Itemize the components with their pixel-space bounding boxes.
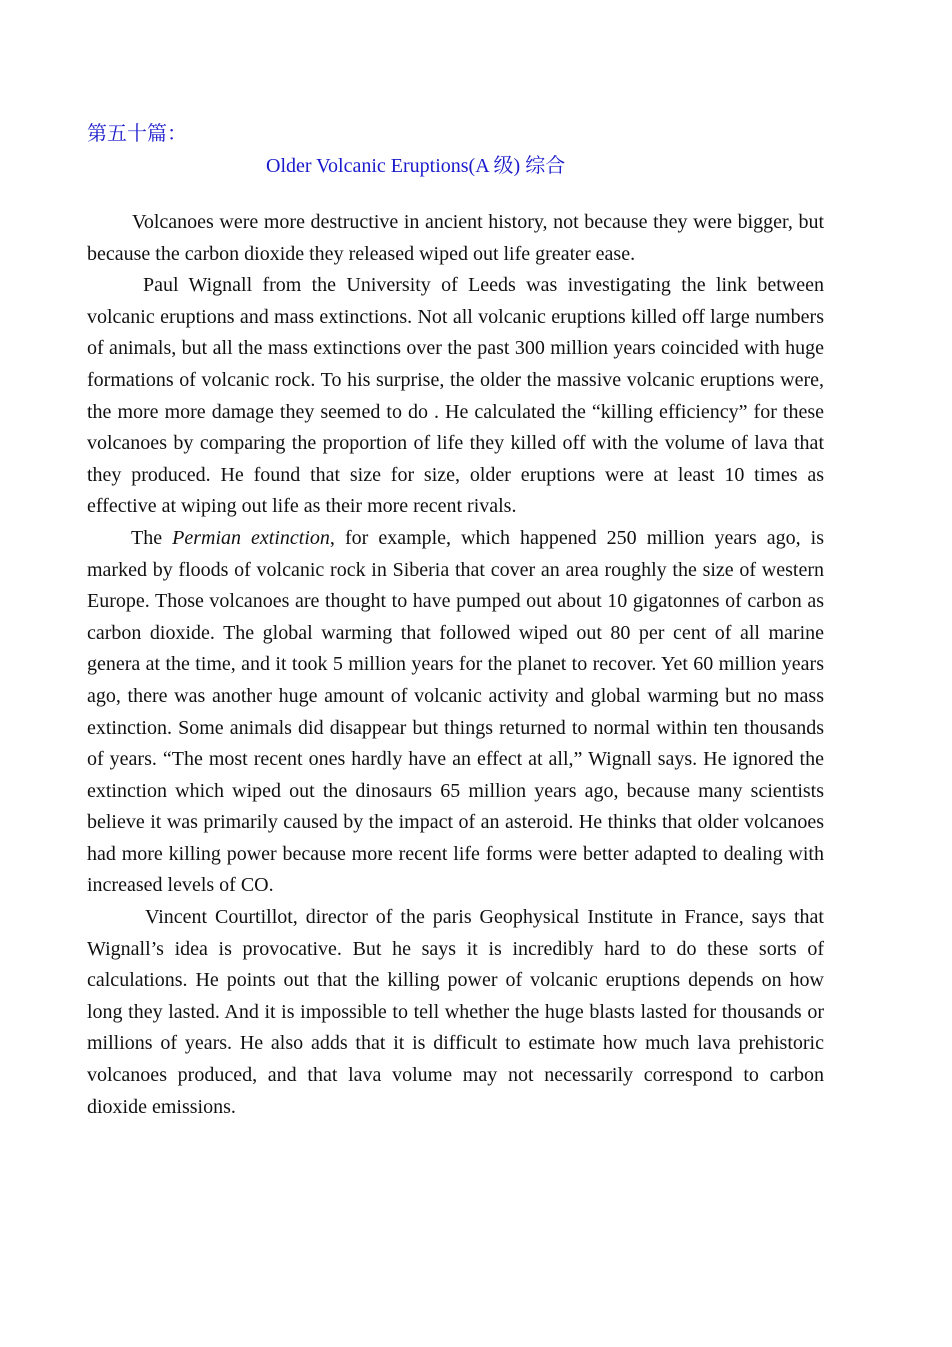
article-title: Older Volcanic Eruptions(A 级) 综合 — [266, 155, 566, 177]
paragraph-3-text: , for example, which happened 250 million years ago, is marked by floods of volcanic rock in Siberia that cover an area roughly the size of western Europe. Those volcanoes are thought to have pumped out about 10 gigatonnes of carbon as carbon dioxide. The global warming that followed wiped out 80 per cent of all marine genera at the time, and it took 5 million years for the planet to recover. Yet 60 million years ago, there was another huge amount of volcanic activity and global warming but no mass extinction. Some animals did disappear but things returned to normal within ten thousands of years. “The most recent ones hardly have an effect at all,” Wignall says. He ignored the extinction which wiped out the dinosaurs 65 million years ago, because many scientists believe it was primarily caused by the impact of an asteroid. He thinks that older volcanoes had more killing power because more recent life forms were better adapted to dealing with increased levels of CO. — [87, 526, 825, 897]
paragraph-3-lead: The — [131, 526, 163, 549]
paragraph-1: Volcanoes were more destructive in ancient history, not because they were bigger, but because the carbon dioxide they released wiped out life greater ease. — [87, 211, 824, 265]
paragraph-4: Vincent Courtillot, director of the paris Geophysical Institute in France, says that Wignall’s idea is provocative. But he says it is incredibly hard to do these sorts of calculations. He points out that the killing power of volcanic eruptions depends on how long they lasted. And it is impossible to tell whether the huge blasts lasted for thousands or millions of years. He also adds that it is difficult to estimate how much lava prehistoric volcanoes produced, and that lava volume may not necessarily correspond to carbon dioxide emissions. — [87, 906, 824, 1118]
paragraph-2: Paul Wignall from the University of Leeds was investigating the link between volcanic eruptions and mass extinctions. Not all volcanic eruptions killed off large numbers of animals, but all the mass extinctions over the past 300 million years coincided with huge formations of volcanic rock. To his surprise, the older the massive volcanic eruptions were, the more more damage they seemed to do . He calculated the “killing efficiency” for these volcanoes by comparing the proportion of life they killed off with the volume of lava that they produced. He found that size for size, older eruptions were at least 10 times as effective at wiping out life as their more recent rivals. — [87, 274, 824, 518]
permian-extinction-term: Permian extinction — [172, 526, 330, 549]
section-label: 第五十篇： — [87, 123, 187, 145]
document-page — [87, 118, 824, 1123]
article-body — [87, 207, 824, 1123]
paragraph-3 — [87, 523, 824, 902]
